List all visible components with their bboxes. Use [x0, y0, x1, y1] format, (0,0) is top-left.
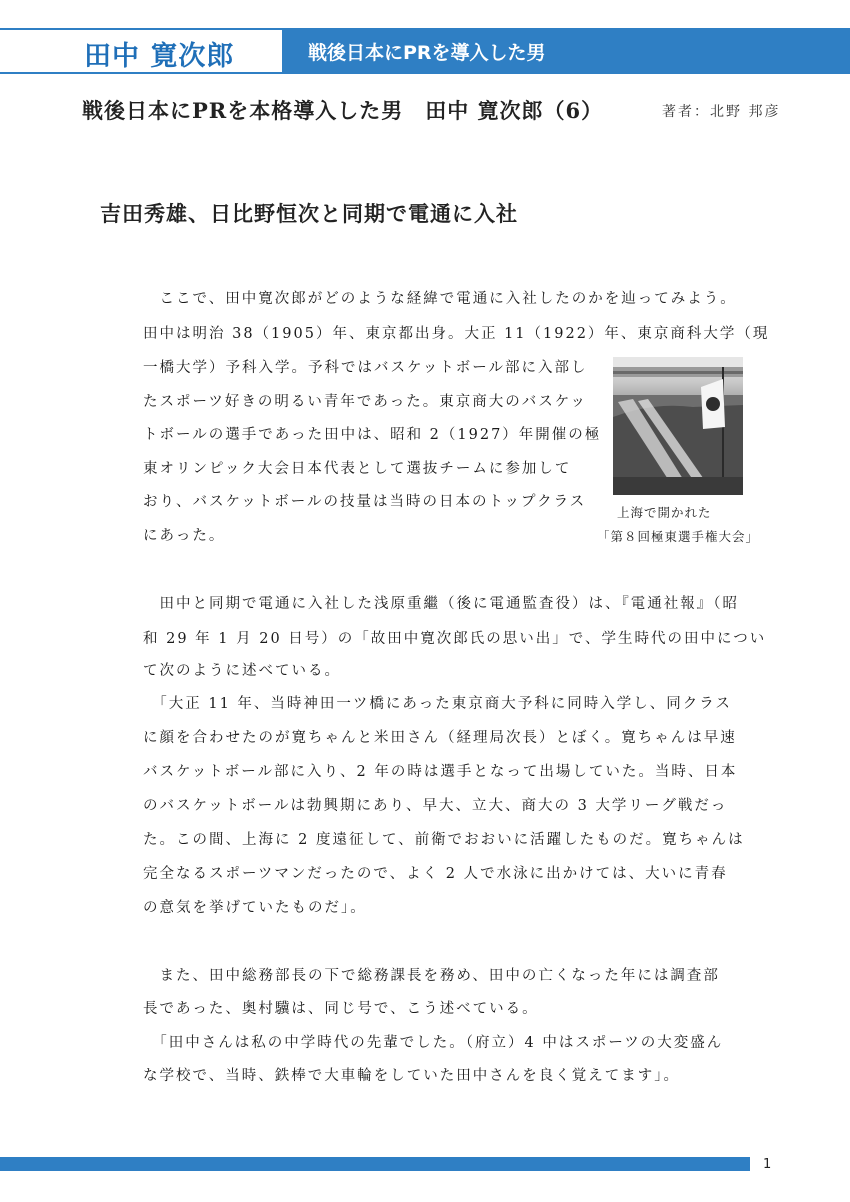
- article-title: 戦後日本にPRを本格導入した男 田中 寛次郎（6）: [82, 98, 604, 123]
- body-line: にあった。: [143, 528, 226, 544]
- header-name-box: [0, 28, 282, 74]
- body-line: たスポーツ好きの明るい青年であった。東京商大のバスケッ: [143, 394, 588, 410]
- article-author: 著者：北野 邦彦: [662, 104, 781, 120]
- body-line: また、田中総務部長の下で総務課長を務め、田中の亡くなった年には調査部: [143, 968, 720, 984]
- page-number: 1: [763, 1157, 772, 1172]
- body-line: 長であった、奥村驥は、同じ号で、こう述べている。: [143, 1001, 539, 1017]
- photo-caption-line2: 「第８回極東選手権大会」: [597, 529, 760, 544]
- header-name: 田中 寛次郎: [84, 41, 235, 72]
- body-line: た。この間、上海に 2 度遠征して、前衛でおおいに活躍したものだ。寛ちゃんは: [143, 832, 745, 848]
- body-line: バスケットボール部に入り、2 年の時は選手となって出場していた。当時、日本: [143, 764, 738, 780]
- body-line: 「田中さんは私の中学時代の先輩でした。（府立）4 中はスポーツの大変盛ん: [143, 1035, 724, 1051]
- footer-bar: [0, 1157, 750, 1171]
- header-subtitle: 戦後日本にPRを導入した男: [308, 42, 546, 64]
- body-line: ここで、田中寛次郎がどのような経緯で電通に入社したのかを辿ってみよう。: [143, 291, 737, 307]
- body-line: の意気を挙げていたものだ」。: [143, 900, 367, 916]
- body-line: 東オリンピック大会日本代表として選抜チームに参加して: [143, 461, 572, 477]
- body-line: おり、バスケットボールの技量は当時の日本のトップクラス: [143, 494, 587, 510]
- photo-caption-line1: 上海で開かれた: [617, 505, 712, 520]
- body-line: な学校で、当時、鉄棒で大車輪をしていた田中さんを良く覚えてます」。: [143, 1068, 680, 1084]
- body-line: て次のように述べている。: [143, 663, 341, 679]
- body-line: 「大正 11 年、当時神田一ツ橋にあった東京商大予科に同時入学し、同クラス: [143, 696, 732, 712]
- body-line: のバスケットボールは勃興期にあり、早大、立大、商大の 3 大学リーグ戦だっ: [143, 798, 728, 814]
- body-line: に顔を合わせたのが寛ちゃんと米田さん（経理局次長）とぼく。寛ちゃんは早速: [143, 730, 737, 746]
- historical-photo: [613, 357, 743, 495]
- body-line: 和 29 年 1 月 20 日号）の「故田中寛次郎氏の思い出」で、学生時代の田中につい: [143, 631, 767, 647]
- header-subtitle-bar: [282, 28, 850, 74]
- section-heading: 吉田秀雄、日比野恒次と同期で電通に入社: [100, 201, 518, 226]
- body-line: トボールの選手であった田中は、昭和 2（1927）年開催の極: [143, 427, 602, 443]
- body-line: 一橋大学）予科入学。予科ではバスケットボール部に入部し: [143, 360, 588, 376]
- body-line: 田中と同期で電通に入社した浅原重繼（後に電通監査役）は、『電通社報』（昭: [143, 596, 739, 612]
- body-line: 完全なるスポーツマンだったので、よく 2 人で水泳に出かけては、大いに青春: [143, 866, 728, 882]
- parade-photo-icon: [613, 357, 743, 495]
- body-line: 田中は明治 38（1905）年、東京都出身。大正 11（1922）年、東京商科大学（現: [143, 326, 770, 342]
